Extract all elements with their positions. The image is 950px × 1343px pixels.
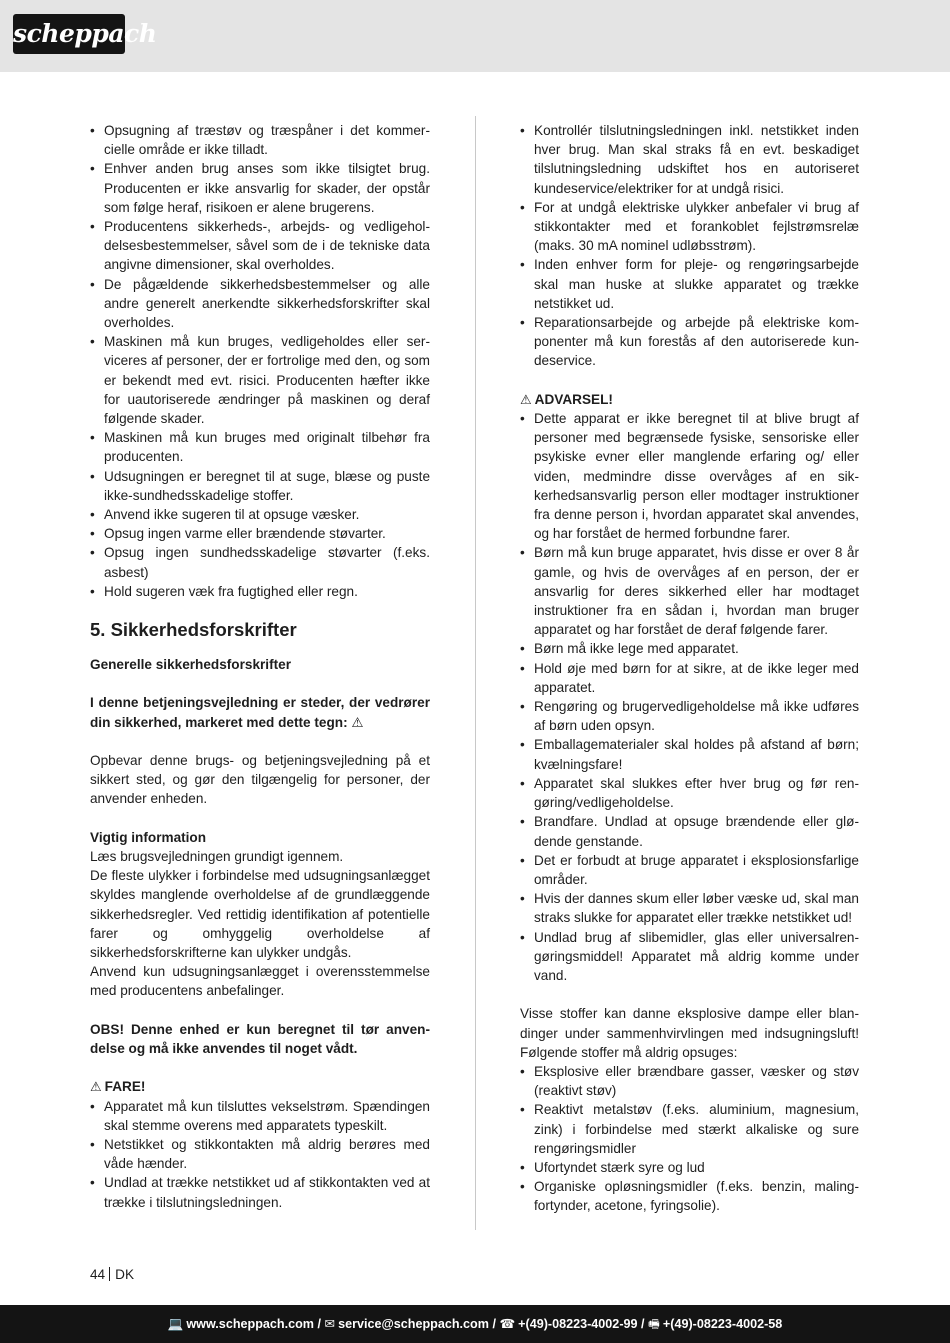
list-item: • Kontrollér tilslutningsledningen inkl. netstikket inden hver brug. Man skal straks få en evt. beskadiget tilslutningsledning udskiftet hos en autoriseret kundeservice/elektriker for at undgå risici. bbox=[520, 121, 859, 198]
list-item: • Maskinen må kun bruges med originalt tilbehør fra producenten. bbox=[90, 428, 430, 466]
important-line: Læs brugsvejledningen grundigt igennem. bbox=[90, 849, 344, 865]
list-item: • Opsug ingen sundhedsskadelige støvarter (f.eks. asbest) bbox=[90, 543, 430, 581]
general-heading: Generelle sikkerhedsforskrifter bbox=[90, 657, 291, 673]
page-number bbox=[90, 1265, 134, 1284]
list-item: • Det er forbudt at bruge apparatet i eksplosionsfarlige områder. bbox=[520, 851, 859, 889]
phone-icon: ☎ bbox=[499, 1317, 516, 1331]
list-item: • Hvis der dannes skum eller løber væske ud, skal man straks slukke for apparatet eller trække netstikket ud! bbox=[520, 889, 859, 927]
list-item: • Børn må ikke lege med apparatet. bbox=[520, 639, 859, 658]
important-heading: Vigtig information bbox=[90, 829, 207, 845]
list-item: • Reparationsarbejde og arbejde på elektriske komponenter må kun forestås af den autoriserede kundeservice. bbox=[520, 313, 859, 371]
computer-icon: 💻 bbox=[167, 1317, 184, 1331]
list-item: • Opsug ingen varme eller brændende støvarter. bbox=[90, 524, 430, 543]
footer-email: service@scheppach.com / bbox=[338, 1317, 496, 1331]
page-number-separator bbox=[109, 1267, 110, 1281]
danger-heading bbox=[90, 1077, 430, 1096]
list-item: • Emballagematerialer skal holdes på afstand af børn; kvælningsfare! bbox=[520, 735, 859, 773]
list-item: • Opsugning af træstøv og træspåner i det kommercielle område er ikke tilladt. bbox=[90, 121, 430, 159]
list-item: • De pågældende sikkerhedsbestemmelser og alle andre generelt anerkendte sikkerhedsforskrifter skal overholdes. bbox=[90, 275, 430, 333]
list-item: • Dette apparat er ikke beregnet til at blive brugt af personer med begrænsede fysiske, sensoriske eller psykiske evner eller manglende erfaring og/ eller viden, medmindre disse overvåges af en sikkerhedsansvarlig person eller modtager instruktioner fra denne person i, hvordan apparatet skal anvendes, og har forstået de hermed forbundne farer. bbox=[520, 409, 859, 543]
list-item: • Apparatet skal slukkes efter hver brug og før rengøring/vedligeholdelse. bbox=[520, 774, 859, 812]
footer-phone: +(49)-08223-4002-99 / bbox=[518, 1317, 645, 1331]
important-line: Anvend kun udsugningsanlægget i overensstemmelse med producentens anbefalinger. bbox=[90, 964, 430, 999]
list-item: • Maskinen må kun bruges, vedligeholdes eller serviceres af personer, der er fortrolige med den, og som er bekendt med evt. risici. Producenten hæfter ikke for uautoriserede ændringer på maskinen og deraf følgende skader. bbox=[90, 332, 430, 428]
column-divider bbox=[475, 116, 476, 1230]
explosive-bullet-list bbox=[520, 1062, 859, 1216]
warning-triangle-icon: ⚠ bbox=[351, 714, 364, 730]
important-line: De fleste ulykker i forbindelse med udsugningsanlægget skyldes manglende overholdelse af de grundlæggende sikkerhedsregler. Ved rettidig identifikation af potentielle farer og omhyggelig overholdelse af sikkerhedsforskrifterne kan ulykker undgås. bbox=[90, 868, 430, 961]
page-footer bbox=[0, 1305, 950, 1343]
section-title: 5. Sikkerhedsforskrifter bbox=[90, 619, 297, 641]
warning-heading-text: ADVARSEL! bbox=[534, 391, 613, 407]
usage-bullet-list bbox=[90, 121, 430, 601]
list-item: • Rengøring og brugervedligeholdelse må ikke udføres af børn uden opsyn. bbox=[520, 697, 859, 735]
footer-fax: +(49)-08223-4002-58 bbox=[662, 1317, 783, 1331]
list-item: • Apparatet må kun tilsluttes vekselstrøm. Spændingen skal stemme overens med apparatets typeskilt. bbox=[90, 1097, 430, 1135]
list-item: • Hold sugeren væk fra fugtighed eller regn. bbox=[90, 582, 430, 601]
list-item: • For at undgå elektriske ulykker anbefaler vi brug af stikkontakter med et forankoblet fejlstrømsrelæ (maks. 30 mA nominel udløbsstrøm). bbox=[520, 198, 859, 256]
list-item: • Netstikket og stikkontakten må aldrig berøres med våde hænder. bbox=[90, 1135, 430, 1173]
mail-icon: ✉ bbox=[324, 1317, 336, 1331]
warning-bullet-list bbox=[520, 409, 859, 985]
page-language: DK bbox=[115, 1267, 135, 1282]
list-item: • Eksplosive eller brændbare gasser, væsker og støv (reaktivt støv) bbox=[520, 1062, 859, 1100]
explosive-substances-text: Visse stoffer kan danne eksplosive dampe eller blandinger under sammenhvirvlingen med indsugningsluft! Følgende stoffer må aldrig opsuges: bbox=[520, 1006, 859, 1060]
obs-note: OBS! Denne enhed er kun beregnet til tør anvendelse og må ikke anvendes til noget vådt. bbox=[90, 1021, 430, 1057]
marked-note bbox=[90, 693, 430, 731]
marked-note-text: I denne betjeningsvejledning er steder, der vedrører din sikkerhed, markeret med dette tegn: bbox=[90, 695, 430, 730]
list-item: • Reaktivt metalstøv (f.eks. aluminium, magnesium, zink) i forbindelse med stærkt alkaliske og sure rengøringsmidler bbox=[520, 1100, 859, 1158]
page-number-value: 44 bbox=[90, 1267, 106, 1282]
list-item: • Inden enhver form for pleje- og rengøringsarbejde skal man huske at slukke apparatet og trække netstikket ud. bbox=[520, 255, 859, 313]
warning-triangle-icon: ⚠ bbox=[90, 1079, 102, 1095]
scheppach-logo: scheppach bbox=[13, 14, 125, 54]
right-column bbox=[520, 121, 859, 1216]
list-item: • Udsugningen er beregnet til at suge, blæse og puste ikke-sundhedsskadelige stoffer. bbox=[90, 467, 430, 505]
danger-bullet-list bbox=[90, 1097, 430, 1212]
electrical-bullet-list bbox=[520, 121, 859, 371]
keep-instructions-text: Opbevar denne brugs- og betjeningsvejledning på et sikkert sted, og gør den tilgængelig for personer, der anvender enheden. bbox=[90, 753, 430, 807]
list-item: • Ufortyndet stærk syre og lud bbox=[520, 1158, 859, 1177]
list-item: • Producentens sikkerheds-, arbejds- og vedligeholdelsesbestemmelser, såvel som de i de tekniske data angivne dimensioner, skal overholdes. bbox=[90, 217, 430, 275]
list-item: • Enhver anden brug anses som ikke tilsigtet brug. Producenten er ikke ansvarlig for skader, der opstår som følge heraf, risikoen er alene brugerens. bbox=[90, 159, 430, 217]
page-header bbox=[0, 0, 950, 72]
list-item: • Undlad at trække netstikket ud af stikkontakten ved at trække i tilslutningsledningen. bbox=[90, 1173, 430, 1211]
fax-icon: 🖷 bbox=[648, 1317, 660, 1331]
list-item: • Børn må kun bruge apparatet, hvis disse er over 8 år gamle, og hvis de overvåges af en person, der er ansvarlig for deres sikkerhed eller har modtaget instruktioner fra en sådan i, hvordan man bruger apparatet og har forstået de deraf følgende farer. bbox=[520, 543, 859, 639]
footer-web: www.scheppach.com / bbox=[186, 1317, 321, 1331]
list-item: • Brandfare. Undlad at opsuge brændende eller glødende genstande. bbox=[520, 812, 859, 850]
list-item: • Anvend ikke sugeren til at opsuge væsker. bbox=[90, 505, 430, 524]
list-item: • Undlad brug af slibemidler, glas eller universalrengøringsmiddel! Apparatet må aldrig komme under vand. bbox=[520, 928, 859, 986]
left-column bbox=[90, 121, 430, 1212]
list-item: • Hold øje med børn for at sikre, at de ikke leger med apparatet. bbox=[520, 659, 859, 697]
warning-heading bbox=[520, 390, 859, 409]
warning-triangle-icon: ⚠ bbox=[520, 391, 532, 407]
list-item: • Organiske opløsningsmidler (f.eks. benzin, malingfortynder, acetone, fyringsolie). bbox=[520, 1177, 859, 1215]
danger-heading-text: FARE! bbox=[104, 1079, 146, 1095]
